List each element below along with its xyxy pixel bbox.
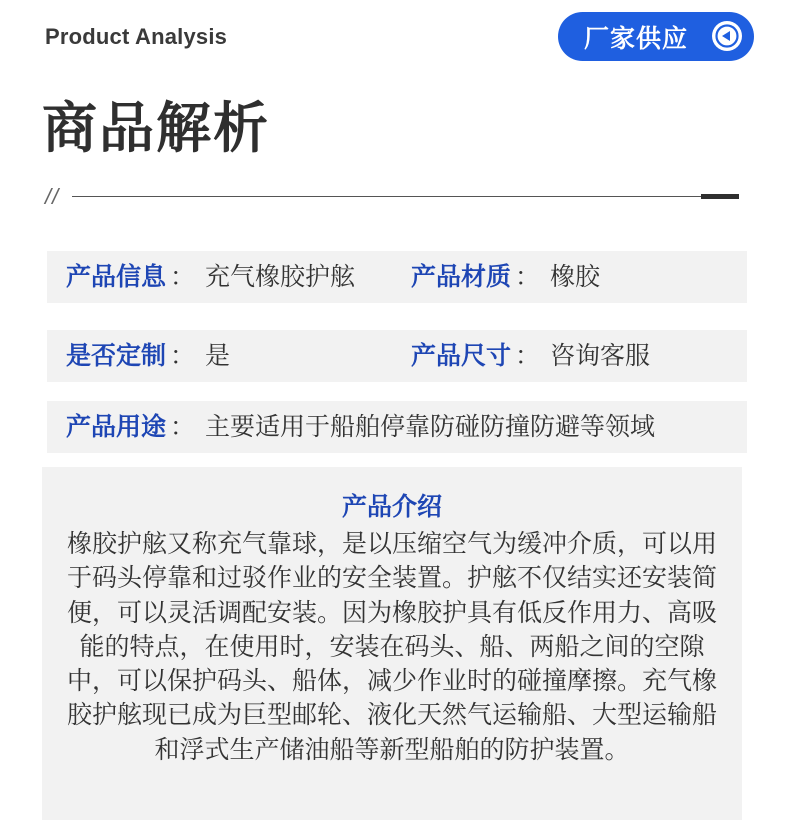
info-value: 是 [205, 341, 231, 370]
info-value: 咨询客服 [550, 341, 651, 370]
divider-line [72, 196, 702, 197]
info-colon: ： [170, 412, 196, 441]
info-colon: ： [170, 262, 196, 291]
info-key: 产品尺寸 [411, 341, 512, 370]
info-key: 产品用途 [66, 412, 167, 441]
info-key: 产品材质 [411, 262, 512, 291]
intro-title: 产品介绍 [341, 492, 442, 521]
supplier-button[interactable] [558, 12, 754, 61]
english-title: Product Analysis [45, 24, 228, 49]
info-value: 橡胶 [550, 262, 601, 291]
info-cell-customizable [66, 330, 230, 382]
info-value: 主要适用于船舶停靠防碰防撞防避等领域 [205, 412, 656, 441]
divider-slash-mark: // [45, 184, 60, 209]
info-row-usage [47, 401, 747, 453]
info-colon: ： [170, 341, 196, 370]
intro-body: 橡胶护舷又称充气靠球，是以压缩空气为缓冲介质，可以用于码头停靠和过驳作业的安全装置。护舷不仅结实还安装简便，可以灵活调配安装。因为橡胶护具有低反作用力、高吸能的特点，在使用时，安装在码头、船、两船之间的空隙中，可以保护码头、船体，减少作业时的碰撞摩擦。充气橡胶护舷现已成为巨型邮轮、液化天然气运输船、大型运输船和浮式生产储油船等新型船舶的防护装置。 [66, 529, 717, 764]
info-cell-usage [66, 401, 655, 453]
info-colon: ： [515, 262, 541, 291]
info-colon: ： [515, 341, 541, 370]
info-row-info-material [47, 251, 747, 303]
divider-accent-bar [701, 194, 739, 199]
play-circle-icon-graphic [712, 21, 742, 51]
page-title: 商品解析 [42, 96, 271, 160]
info-cell-size [411, 330, 650, 382]
info-row-custom-size [47, 330, 747, 382]
info-cell-product-info [66, 251, 355, 303]
supplier-button-label: 厂家供应 [584, 23, 689, 53]
product-intro-panel [42, 467, 742, 820]
info-value: 充气橡胶护舷 [205, 262, 356, 291]
info-cell-material [411, 251, 600, 303]
info-key: 产品信息 [66, 262, 167, 291]
info-key: 是否定制 [66, 341, 167, 370]
play-circle-icon [712, 21, 742, 51]
